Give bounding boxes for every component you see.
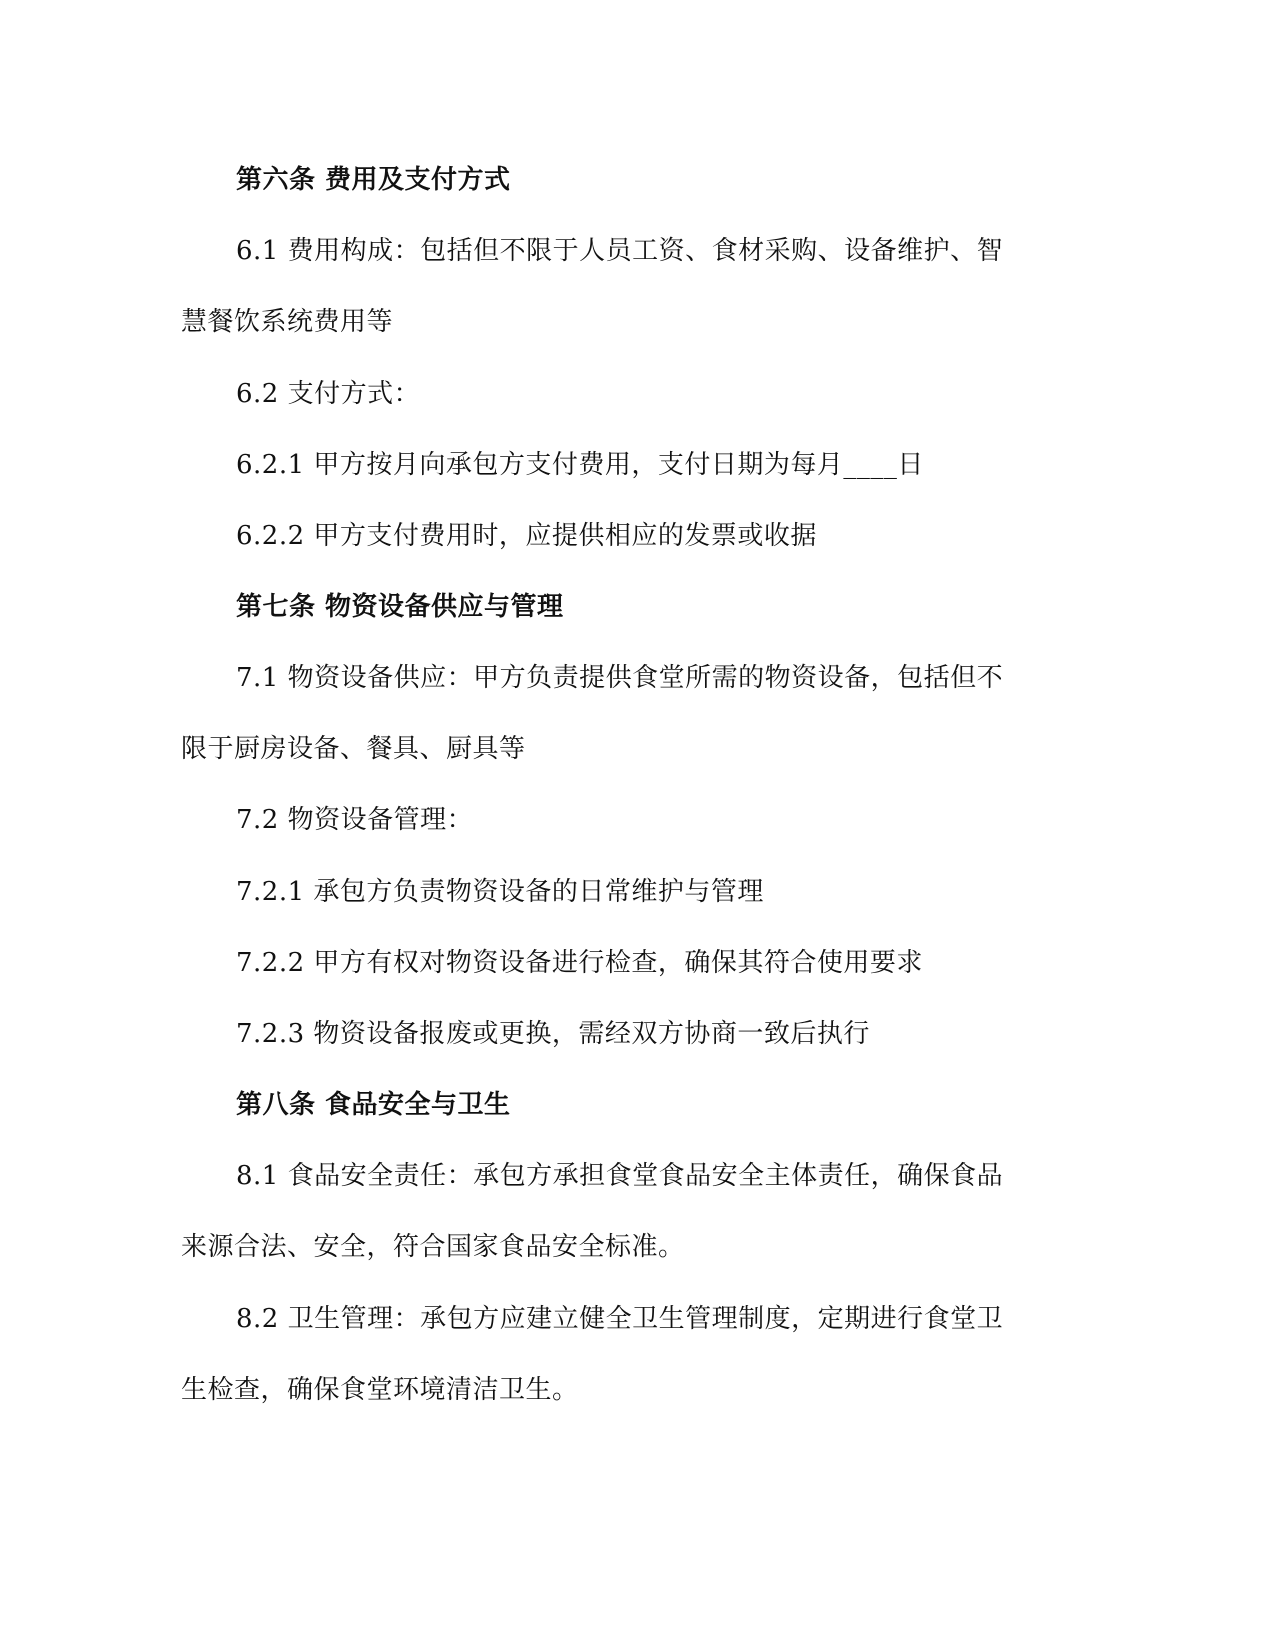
paragraph-7-2-1: 7.2.1 承包方负责物资设备的日常维护与管理	[236, 877, 764, 907]
paragraph-6-2: 6.2 支付方式：	[236, 379, 421, 409]
paragraph-8-1: 8.1 食品安全责任：承包方承担食堂食品安全主体责任，确保食品	[236, 1161, 1004, 1191]
section-heading-8: 第八条 食品安全与卫生	[236, 1090, 511, 1120]
section-heading-7: 第七条 物资设备供应与管理	[236, 592, 564, 622]
section-heading-6: 第六条 费用及支付方式	[236, 165, 511, 195]
paragraph-8-1-continued: 来源合法、安全，符合国家食品安全标准。	[181, 1232, 685, 1262]
paragraph-7-2-3: 7.2.3 物资设备报废或更换，需经双方协商一致后执行	[236, 1019, 870, 1049]
paragraph-7-1: 7.1 物资设备供应：甲方负责提供食堂所需的物资设备，包括但不	[236, 663, 1004, 693]
paragraph-8-2-continued: 生检查，确保食堂环境清洁卫生。	[181, 1375, 579, 1405]
paragraph-6-1-continued: 慧餐饮系统费用等	[181, 307, 394, 337]
paragraph-8-2: 8.2 卫生管理：承包方应建立健全卫生管理制度，定期进行食堂卫	[236, 1304, 1004, 1334]
paragraph-7-1-continued: 限于厨房设备、餐具、厨具等	[181, 734, 526, 764]
paragraph-7-2-2: 7.2.2 甲方有权对物资设备进行检查，确保其符合使用要求	[236, 948, 923, 978]
paragraph-7-2: 7.2 物资设备管理：	[236, 805, 474, 835]
paragraph-6-1: 6.1 费用构成：包括但不限于人员工资、食材采购、设备维护、智	[236, 236, 1004, 266]
paragraph-6-2-2: 6.2.2 甲方支付费用时，应提供相应的发票或收据	[236, 521, 817, 551]
paragraph-6-2-1: 6.2.1 甲方按月向承包方支付费用，支付日期为每月____日	[236, 450, 924, 480]
